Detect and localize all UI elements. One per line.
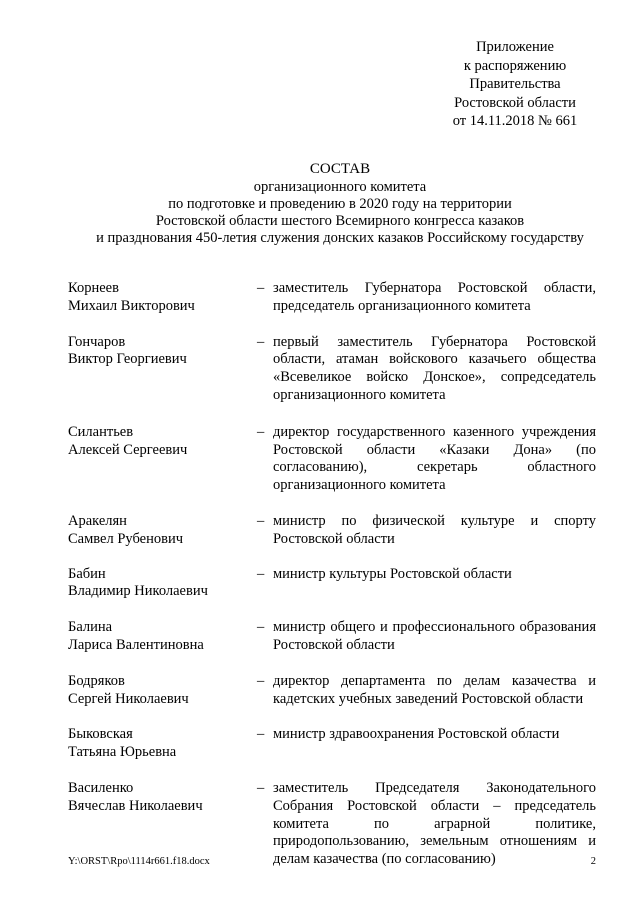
member-entry <box>68 673 596 709</box>
page-number: 2 <box>590 856 596 867</box>
member-given-name: Алексей Сергеевич <box>68 441 188 458</box>
member-given-name: Самвел Рубенович <box>68 530 183 547</box>
heading-line: и празднования 450-летия служения донских казаков Российскому государству <box>96 230 584 246</box>
member-dash: – <box>257 333 265 350</box>
member-name <box>68 780 248 816</box>
member-given-name: Вячеслав Николаевич <box>68 797 203 814</box>
member-given-name: Татьяна Юрьевна <box>68 744 177 761</box>
committee-member-list <box>68 280 596 869</box>
document-title: СОСТАВ <box>309 161 371 177</box>
member-role: директор департамента по делам казачества и кадетских учебных заведений Ростовской области <box>273 672 596 707</box>
member-surname: Бодряков <box>68 672 125 689</box>
member-entry <box>68 566 596 602</box>
member-surname: Гончаров <box>68 333 126 350</box>
member-name <box>68 424 248 460</box>
member-name <box>68 280 248 316</box>
member-surname: Василенко <box>68 779 134 796</box>
heading-line: Ростовской области шестого Всемирного конгресса казаков <box>155 213 525 229</box>
appendix-line: к распоряжению <box>463 57 567 74</box>
member-role: директор государственного казенного учреждения Ростовской области «Казаки Дона» (по согласованию), секретарь областного организационного комитета <box>273 423 596 494</box>
member-surname: Силантьев <box>68 423 134 440</box>
member-given-name: Виктор Георгиевич <box>68 351 187 368</box>
footer-file-path: Y:\ORST\Rpo\1114r661.f18.docx <box>68 856 210 867</box>
member-name <box>68 513 248 549</box>
member-entry <box>68 513 596 549</box>
member-given-name: Сергей Николаевич <box>68 690 189 707</box>
member-dash: – <box>257 726 265 743</box>
member-dash: – <box>257 779 265 796</box>
member-name <box>68 334 248 370</box>
member-dash: – <box>257 512 265 529</box>
member-name <box>68 619 248 655</box>
member-surname: Бабин <box>68 565 106 582</box>
member-given-name: Лариса Валентиновна <box>68 636 204 653</box>
member-role: заместитель Председателя Законодательного Собрания Ростовской области – председатель комитета по аграрной политике, природопользованию, земельным отношениям и делам казачества (по согласованию) <box>273 779 596 868</box>
member-role: заместитель Губернатора Ростовской области, председатель организационного комитета <box>273 280 596 314</box>
appendix-line: Правительства <box>469 76 561 92</box>
member-surname: Балина <box>68 619 113 636</box>
member-entry <box>68 280 596 316</box>
member-surname: Быковская <box>68 726 133 743</box>
member-given-name: Владимир Николаевич <box>68 583 208 600</box>
member-role: министр общего и профессионального образования Ростовской области <box>273 619 596 653</box>
member-role: министр здравоохранения Ростовской области <box>273 726 560 743</box>
member-dash: – <box>257 280 265 296</box>
appendix-line: от 14.11.2018 № 661 <box>452 113 578 129</box>
member-role: министр культуры Ростовской области <box>273 565 512 582</box>
heading-line: организационного комитета <box>253 179 427 195</box>
member-entry <box>68 619 596 655</box>
member-entry <box>68 424 596 495</box>
member-entry <box>68 726 596 762</box>
member-entry <box>68 334 596 405</box>
member-name <box>68 673 248 709</box>
member-given-name: Михаил Викторович <box>68 297 195 314</box>
member-dash: – <box>257 565 265 582</box>
member-dash: – <box>257 423 265 440</box>
member-name <box>68 726 248 762</box>
member-name <box>68 566 248 602</box>
document-heading <box>40 160 640 247</box>
member-dash: – <box>257 619 265 636</box>
member-surname: Аракелян <box>68 512 127 529</box>
member-dash: – <box>257 672 265 689</box>
member-surname: Корнеев <box>68 280 119 296</box>
appendix-block <box>400 38 630 131</box>
heading-line: по подготовке и проведению в 2020 году на территории <box>168 196 512 212</box>
member-role: министр по физической культуре и спорту Ростовской области <box>273 512 596 547</box>
member-role: первый заместитель Губернатора Ростовской области, атаман войскового казачьего общества «Всевеликое войско Донское», сопредседатель организационного комитета <box>273 333 596 403</box>
appendix-line: Ростовской области <box>454 94 576 111</box>
appendix-line: Приложение <box>476 39 554 55</box>
